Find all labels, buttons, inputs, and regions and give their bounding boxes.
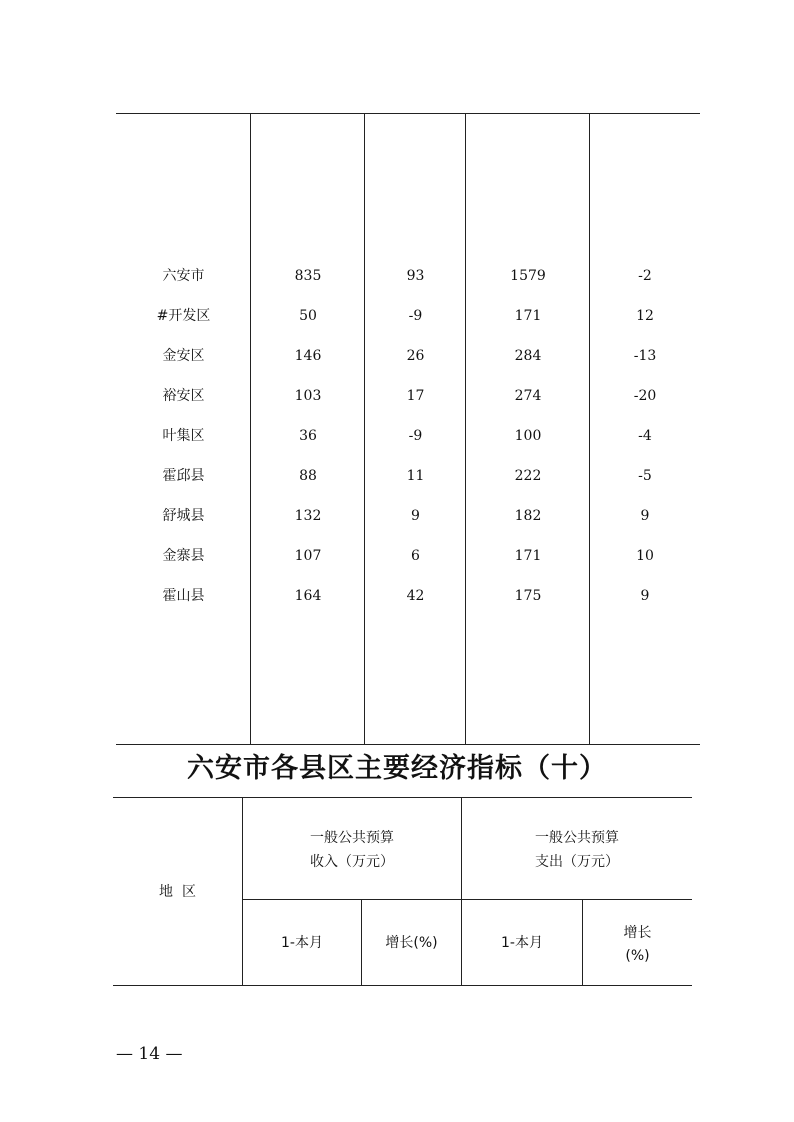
cell-value: 146: [294, 348, 322, 364]
data-table-bottom-rule: [116, 744, 700, 745]
cell-value: 103: [294, 388, 322, 404]
table-row: [116, 506, 700, 526]
cell-value: 17: [406, 388, 425, 404]
table-row: [116, 586, 700, 606]
header-expenditure-line2: 支出（万元）: [535, 854, 619, 870]
header-table-divider: [461, 797, 462, 986]
cell-value: 164: [294, 588, 322, 604]
region-name: 金寨县: [162, 548, 205, 564]
header-table-divider: [242, 797, 243, 986]
data-table-top-rule: [116, 113, 700, 114]
cell-value: -13: [633, 348, 657, 364]
header-sub-growth-line2: (%): [625, 948, 650, 964]
header-table-bottom-rule: [113, 985, 692, 986]
cell-value: -5: [638, 468, 652, 484]
table-row: [116, 426, 700, 446]
header-table-top-rule: [113, 797, 692, 798]
region-name: 六安市: [162, 268, 205, 284]
region-name: 裕安区: [162, 388, 205, 404]
cell-value: 222: [514, 468, 542, 484]
table-row: [116, 346, 700, 366]
cell-value: 12: [636, 308, 654, 324]
table-row: [116, 306, 700, 326]
cell-value: -9: [408, 428, 423, 444]
cell-value: -9: [408, 308, 423, 324]
cell-value: 9: [640, 588, 650, 604]
table-row: [116, 386, 700, 406]
cell-value: 26: [406, 348, 425, 364]
cell-value: 6: [411, 548, 420, 564]
table-row: [116, 546, 700, 566]
cell-value: 284: [514, 348, 542, 364]
region-name: 舒城县: [162, 508, 205, 524]
cell-value: 132: [294, 508, 322, 524]
header-sub-growth-line1: 增长: [623, 925, 652, 941]
header-sub-growth: 增长(%): [385, 935, 438, 951]
cell-value: 93: [406, 268, 425, 284]
region-name: 叶集区: [162, 428, 205, 444]
region-name: 霍山县: [162, 588, 205, 604]
cell-value: 100: [514, 428, 542, 444]
cell-value: 274: [514, 388, 542, 404]
page-title: 六安市各县区主要经济指标（十）: [187, 753, 607, 784]
cell-value: 9: [640, 508, 650, 524]
region-name: 霍邱县: [162, 468, 205, 484]
cell-value: 36: [299, 428, 317, 444]
cell-value: 88: [299, 468, 317, 484]
table-row: [116, 466, 700, 486]
page-number: — 14 —: [116, 1044, 183, 1064]
cell-value: 9: [411, 508, 420, 524]
header-table-mid-rule: [242, 899, 692, 900]
cell-value: 175: [514, 588, 542, 604]
cell-value: 11: [406, 468, 425, 484]
header-region: 地 区: [159, 884, 196, 900]
cell-value: 10: [636, 548, 654, 564]
cell-value: 107: [294, 548, 322, 564]
header-sub-ytd: 1-本月: [501, 935, 543, 951]
header-revenue-line1: 一般公共预算: [310, 830, 394, 846]
cell-value: 50: [299, 308, 317, 324]
region-name: 金安区: [162, 348, 205, 364]
header-expenditure-line1: 一般公共预算: [535, 830, 619, 846]
cell-value: 171: [514, 308, 542, 324]
table-row: [116, 266, 700, 286]
cell-value: -20: [633, 388, 657, 404]
region-name: #开发区: [156, 308, 211, 324]
header-sub-ytd: 1-本月: [281, 935, 323, 951]
cell-value: 42: [406, 588, 425, 604]
cell-value: 171: [514, 548, 542, 564]
cell-value: -2: [638, 268, 652, 284]
header-revenue-line2: 收入（万元）: [310, 854, 394, 870]
cell-value: 182: [514, 508, 542, 524]
cell-value: 1579: [510, 268, 546, 284]
cell-value: -4: [638, 428, 652, 444]
cell-value: 835: [294, 268, 322, 284]
